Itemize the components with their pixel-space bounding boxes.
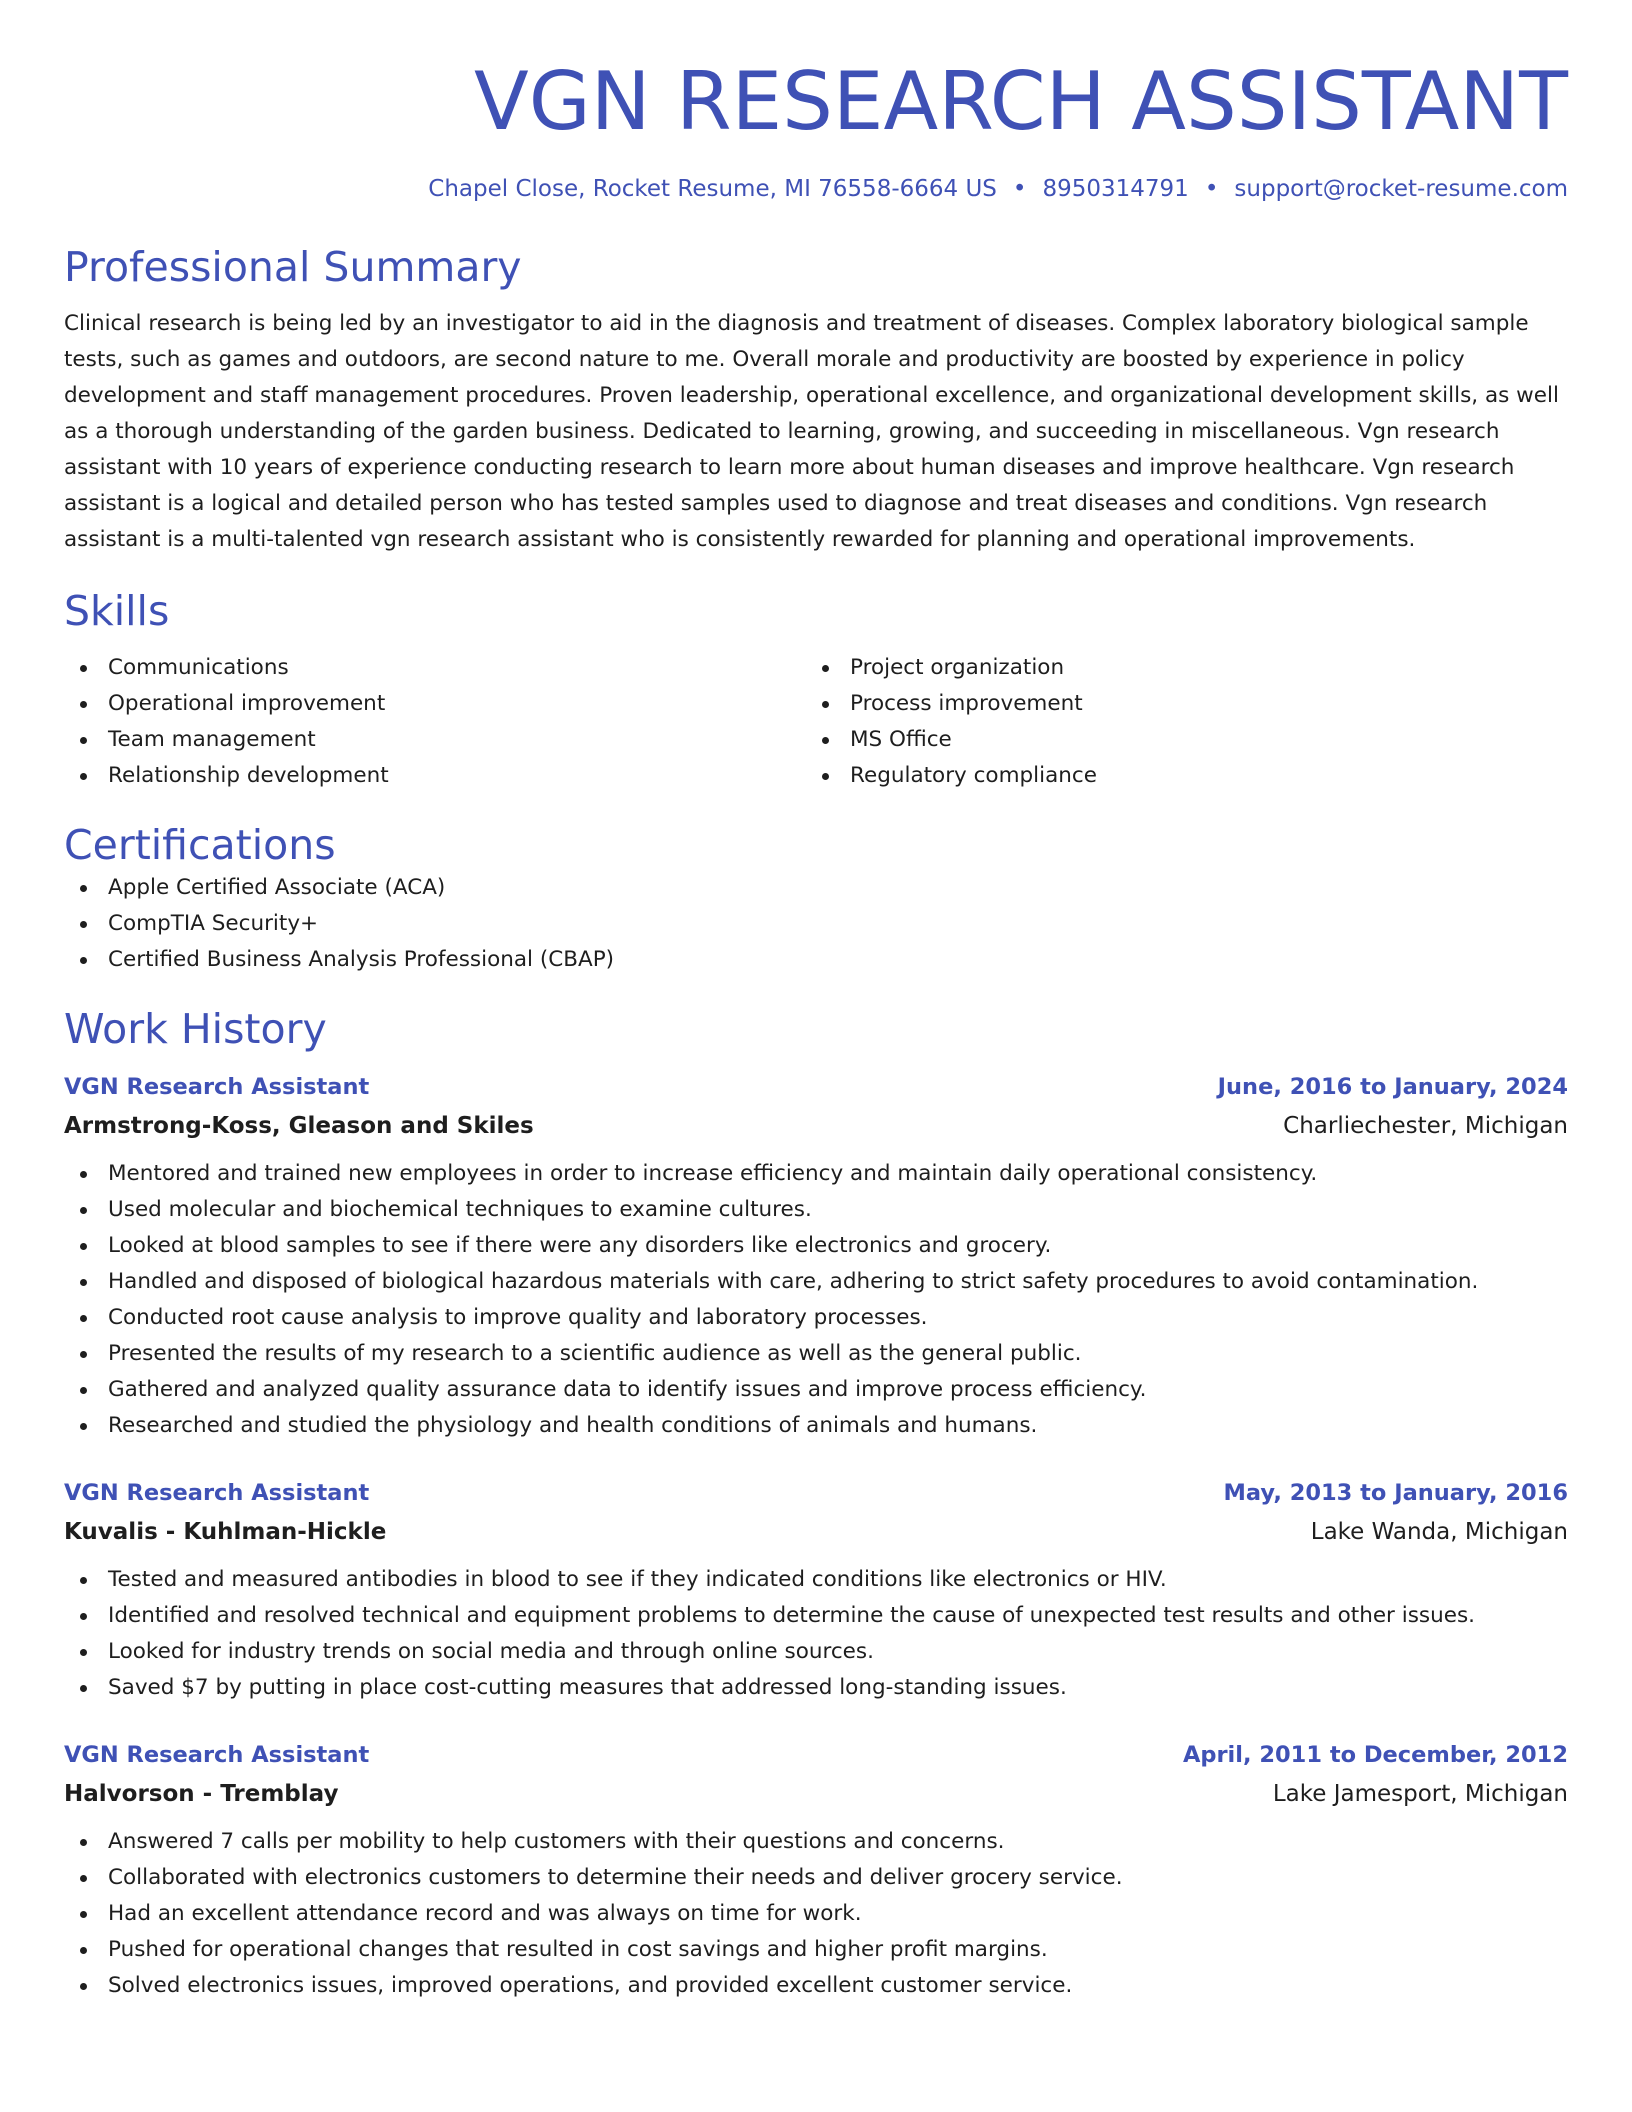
skill-item: Regulatory compliance — [806, 758, 1548, 794]
contact-address: Chapel Close, Rocket Resume, MI 76558-6664 US — [428, 176, 997, 202]
job-bullets — [64, 1824, 1568, 2004]
job-bullet: Researched and studied the physiology and health conditions of animals and humans. — [64, 1408, 1568, 1444]
skills-list-right — [806, 650, 1548, 794]
certification-item: Certified Business Analysis Professional (CBAP) — [64, 942, 1568, 978]
job-title: VGN Research Assistant — [64, 1742, 370, 1768]
job-bullet: Collaborated with electronics customers to determine their needs and deliver grocery service. — [64, 1860, 1568, 1896]
job-bullet: Gathered and analyzed quality assurance data to identify issues and improve process efficiency. — [64, 1372, 1568, 1408]
skill-item: Communications — [64, 650, 806, 686]
job-company: Halvorson - Tremblay — [64, 1781, 339, 1807]
resume-name: VGN RESEARCH ASSISTANT — [474, 55, 1568, 148]
certifications-heading: Certifications — [64, 821, 336, 869]
job-bullet: Pushed for operational changes that resulted in cost savings and higher profit margins. — [64, 1932, 1568, 1968]
certification-item: CompTIA Security+ — [64, 906, 1568, 942]
job-company: Kuvalis - Kuhlman-Hickle — [64, 1519, 387, 1545]
contact-separator: • — [1204, 176, 1219, 202]
skill-item: Operational improvement — [64, 686, 806, 722]
summary-heading: Professional Summary — [64, 243, 522, 291]
job-location: Charliechester, Michigan — [1283, 1113, 1568, 1139]
work-history-list — [64, 1068, 1568, 2004]
certifications-list — [64, 870, 1568, 978]
summary-text: Clinical research is being led by an investigator to aid in the diagnosis and treatment of diseases. Complex laboratory biological sample tests, such as games and outdoors, are second nature to me. Overall morale and productivity are boosted by experience in policy development and staff management procedures. Proven leadership, operational excellence, and organizational development skills, as well as a thorough understanding of the garden business. Dedicated to learning, growing, and succeeding in miscellaneous. Vgn research assistant with 10 years of experience conducting research to learn more about human diseases and improve healthcare. Vgn research assistant is a logical and detailed person who has tested samples used to diagnose and treat diseases and conditions. Vgn research assistant is a multi-talented vgn research assistant who is consistently rewarded for planning and operational improvements. — [64, 311, 1559, 552]
skill-item: Relationship development — [64, 758, 806, 794]
job-dates: April, 2011 to December, 2012 — [1182, 1742, 1568, 1768]
skill-item: MS Office — [806, 722, 1548, 758]
contact-separator: • — [1012, 176, 1027, 202]
skills-columns — [64, 650, 1568, 794]
resume-page — [64, 0, 1568, 2004]
job-bullet: Answered 7 calls per mobility to help customers with their questions and concerns. — [64, 1824, 1568, 1860]
job-bullet: Looked at blood samples to see if there were any disorders like electronics and grocery. — [64, 1228, 1568, 1264]
job-company: Armstrong-Koss, Gleason and Skiles — [64, 1113, 534, 1139]
contact-line — [64, 174, 1568, 204]
skill-item: Team management — [64, 722, 806, 758]
job-bullet: Looked for industry trends on social media and through online sources. — [64, 1634, 1568, 1670]
job-bullets — [64, 1156, 1568, 1444]
job-bullet: Identified and resolved technical and equipment problems to determine the cause of unexpected test results and other issues. — [64, 1598, 1568, 1634]
job-header-row — [64, 1736, 1568, 1774]
contact-email[interactable]: support@rocket-resume.com — [1234, 176, 1568, 202]
job-dates: May, 2013 to January, 2016 — [1223, 1480, 1568, 1506]
job-bullet: Conducted root cause analysis to improve quality and laboratory processes. — [64, 1300, 1568, 1336]
job-employer-row — [64, 1774, 1568, 1814]
work-history-heading: Work History — [64, 1005, 327, 1053]
job-bullet: Mentored and trained new employees in order to increase efficiency and maintain daily operational consistency. — [64, 1156, 1568, 1192]
job-title: VGN Research Assistant — [64, 1480, 370, 1506]
job-bullet: Used molecular and biochemical techniques to examine cultures. — [64, 1192, 1568, 1228]
job-entry — [64, 1474, 1568, 1706]
job-employer-row — [64, 1106, 1568, 1146]
job-entry — [64, 1068, 1568, 1444]
contact-phone: 8950314791 — [1042, 176, 1189, 202]
job-bullet: Presented the results of my research to a scientific audience as well as the general public. — [64, 1336, 1568, 1372]
skill-item: Process improvement — [806, 686, 1548, 722]
job-bullets — [64, 1562, 1568, 1706]
job-header-row — [64, 1474, 1568, 1512]
job-employer-row — [64, 1512, 1568, 1552]
skills-list-left — [64, 650, 806, 794]
job-bullet: Had an excellent attendance record and was always on time for work. — [64, 1896, 1568, 1932]
job-bullet: Solved electronics issues, improved operations, and provided excellent customer service. — [64, 1968, 1568, 2004]
job-bullet: Saved $7 by putting in place cost-cutting measures that addressed long-standing issues. — [64, 1670, 1568, 1706]
job-location: Lake Jamesport, Michigan — [1272, 1781, 1568, 1807]
job-header-row — [64, 1068, 1568, 1106]
job-bullet: Handled and disposed of biological hazardous materials with care, adhering to strict safety procedures to avoid contamination. — [64, 1264, 1568, 1300]
job-title: VGN Research Assistant — [64, 1074, 370, 1100]
certification-item: Apple Certified Associate (ACA) — [64, 870, 1568, 906]
job-dates: June, 2016 to January, 2024 — [1217, 1074, 1568, 1100]
skills-heading: Skills — [64, 587, 170, 635]
job-entry — [64, 1736, 1568, 2004]
job-location: Lake Wanda, Michigan — [1310, 1519, 1568, 1545]
skill-item: Project organization — [806, 650, 1548, 686]
job-bullet: Tested and measured antibodies in blood to see if they indicated conditions like electronics or HIV. — [64, 1562, 1568, 1598]
